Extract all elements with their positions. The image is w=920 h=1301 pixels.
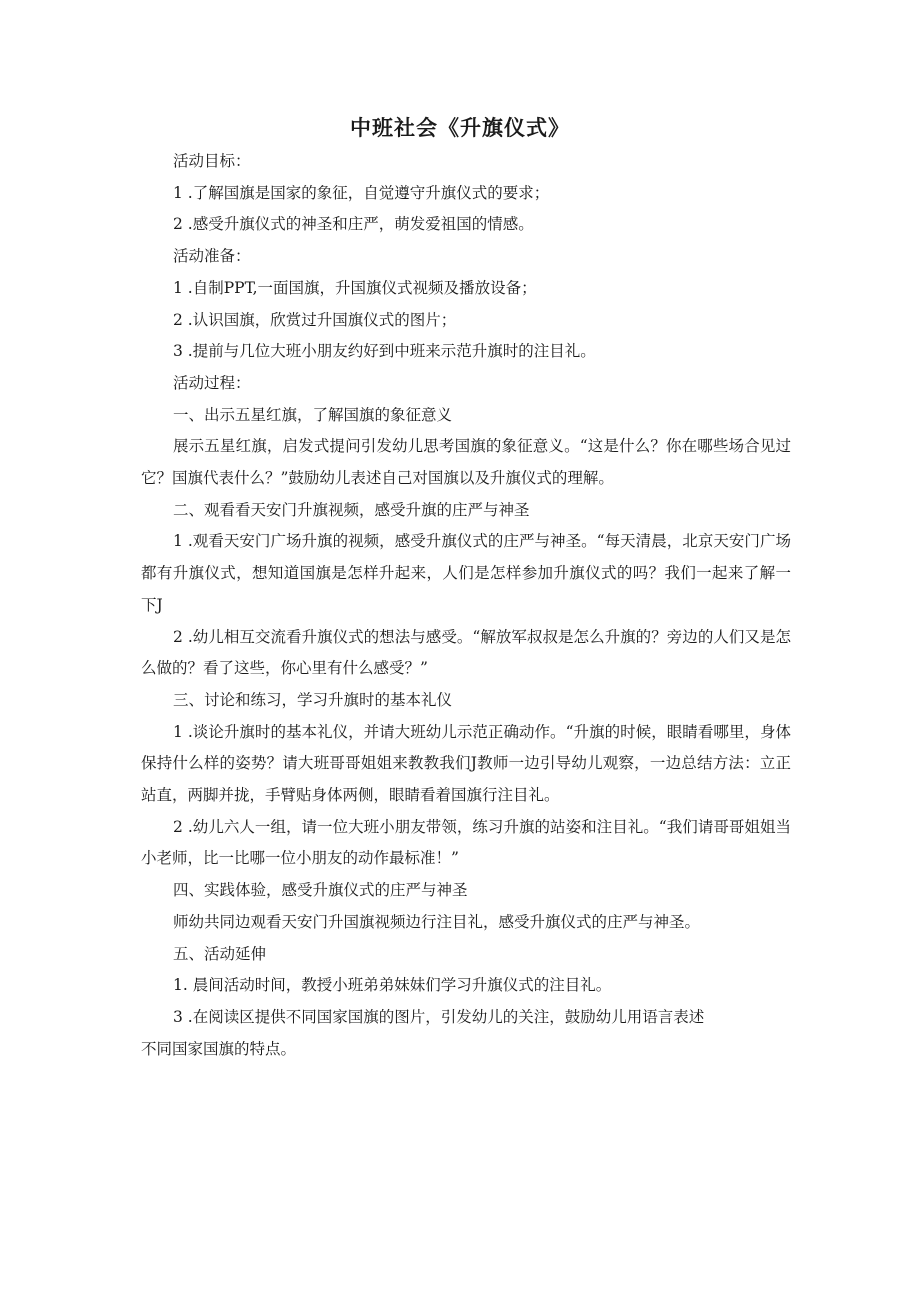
process-step-2-item-1: 1 .观看天安门广场升旗的视频，感受升旗仪式的庄严与神圣。“每天清晨，北京天安门广场都有升旗仪式，想知道国旗是怎样升起来，人们是怎样参加升旗仪式的吗？我们一起来了解一下J: [141, 532, 791, 614]
section-heading-goals: 活动目标：: [173, 152, 251, 170]
goal-item-1: 1 .了解国旗是国家的象征，自觉遵守升旗仪式的要求；: [173, 183, 550, 202]
extension-item-3: 3 .在阅读区提供不同国家国旗的图片，引发幼儿的关注，鼓励幼儿用语言表述: [173, 1007, 705, 1026]
process-step-4-text: 师幼共同边观看天安门升国旗视频边行注目礼，感受升旗仪式的庄严与神圣。: [173, 912, 701, 931]
extension-item-1: 1. 晨间活动时间，教授小班弟弟妹妹们学习升旗仪式的注目礼。: [173, 976, 612, 995]
preparation-item-1: 1 .自制PPT,一面国旗，升国旗仪式视频及播放设备；: [173, 278, 537, 297]
process-step-3-heading: 三、讨论和练习，学习升旗时的基本礼仪: [173, 690, 453, 709]
section-heading-process: 活动过程：: [173, 373, 251, 392]
process-step-1-heading: 一、出示五星红旗，了解国旗的象征意义: [173, 405, 453, 424]
process-step-3-item-1: 1 .谈论升旗时的基本礼仪，并请大班幼儿示范正确动作。“升旗的时候，眼睛看哪里，身体保持什么样的姿势？请大班哥哥姐姐来教教我们J教师一边引导幼儿观察，一边总结方法：立正站直，两脚并拢，手臂贴身体两侧，眼睛看着国旗行注目礼。: [141, 722, 791, 805]
process-step-4-heading: 四、实践体验，感受升旗仪式的庄严与神圣: [173, 881, 468, 900]
preparation-item-3: 3 .提前与几位大班小朋友约好到中班来示范升旗时的注目礼。: [173, 342, 596, 361]
process-step-2-heading: 二、观看看天安门升旗视频，感受升旗的庄严与神圣: [173, 500, 530, 519]
document-body: [141, 146, 791, 1065]
process-step-3-item-2: 2 .幼儿六人一组，请一位大班小朋友带领，练习升旗的站姿和注目礼。“我们请哥哥姐姐当小老师，比一比哪一位小朋友的动作最标准！”: [141, 817, 791, 868]
process-step-5-heading: 五、活动延伸: [173, 944, 267, 963]
process-step-2-item-2: 2 .幼儿相互交流看升旗仪式的想法与感受。“解放军叔叔是怎么升旗的？旁边的人们又是怎么做的？看了这些，你心里有什么感受？”: [141, 627, 791, 678]
goal-item-2: 2 .感受升旗仪式的神圣和庄严，萌发爱祖国的情感。: [173, 215, 534, 234]
extension-item-3-continued: 不同国家国旗的特点。: [141, 1039, 297, 1058]
section-heading-preparation: 活动准备：: [173, 247, 251, 266]
document-title: 中班社会《升旗仪式》: [350, 116, 570, 140]
process-step-1-text: 展示五星红旗，启发式提问引发幼儿思考国旗的象征意义。“这是什么？你在哪些场合见过它？国旗代表什么？”鼓励幼儿表述自己对国旗以及升旗仪式的理解。: [141, 437, 791, 488]
preparation-item-2: 2 .认识国旗，欣赏过升国旗仪式的图片；: [173, 310, 457, 329]
